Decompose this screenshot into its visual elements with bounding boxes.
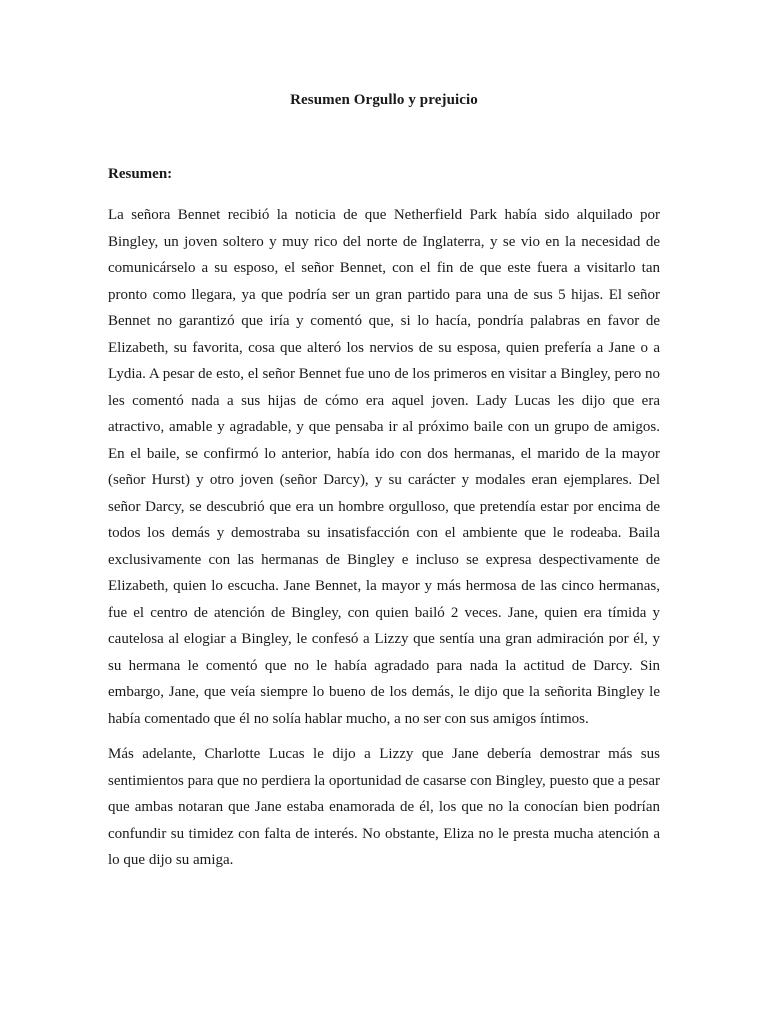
document-body	[108, 202, 660, 874]
body-paragraph: Más adelante, Charlotte Lucas le dijo a Lizzy que Jane debería demostrar más sus sentimientos para que no perdiera la oportunidad de casarse con Bingley, puesto que a pesar que ambas notaran que Jane estaba enamorada de él, los que no la conocían bien podrían confundir su timidez con falta de interés. No obstante, Eliza no le presta mucha atención a lo que dijo su amiga.	[108, 746, 660, 868]
document-title: Resumen Orgullo y prejuicio	[290, 92, 478, 108]
body-paragraph: La señora Bennet recibió la noticia de que Netherfield Park había sido alquilado por Bingley, un joven soltero y muy rico del norte de Inglaterra, y se vio en la necesidad de comunicárselo a su esposo, el señor Bennet, con el fin de que este fuera a visitarlo tan pronto como llegara, ya que podría ser un gran partido para una de sus 5 hijas. El señor Bennet no garantizó que iría y comentó que, si lo hacía, pondría palabras en favor de Elizabeth, su favorita, cosa que alteró los nervios de su esposa, quien prefería a Jane o a Lydia. A pesar de esto, el señor Bennet fue uno de los primeros en visitar a Bingley, pero no les comentó nada a sus hijas de cómo era aquel joven. Lady Lucas les dijo que era atractivo, amable y agradable, y que pensaba ir al próximo baile con un grupo de amigos. En el baile, se confirmó lo anterior, había ido con dos hermanas, el marido de la mayor (señor Hurst) y otro joven (señor Darcy), y su carácter y modales eran ejemplares. Del señor Darcy, se descubrió que era un hombre orgulloso, que pretendía estar por encima de todos los demás y demostraba su insatisfacción con el ambiente que le rodeaba. Baila exclusivamente con las hermanas de Bingley e incluso se expresa despectivamente de Elizabeth, quien lo escucha. Jane Bennet, la mayor y más hermosa de las cinco hermanas, fue el centro de atención de Bingley, con quien bailó 2 veces. Jane, quien era tímida y cautelosa al elogiar a Bingley, le confesó a Lizzy que sentía una gran admiración por él, y su hermana le comentó que no le había agradado para nada la actitud de Darcy. Sin embargo, Jane, que veía siempre lo bueno de los demás, le dijo que la señorita Bingley le había comentado que él no solía hablar mucho, a no ser con sus amigos íntimos.	[108, 207, 660, 727]
section-heading: Resumen:	[108, 166, 173, 182]
